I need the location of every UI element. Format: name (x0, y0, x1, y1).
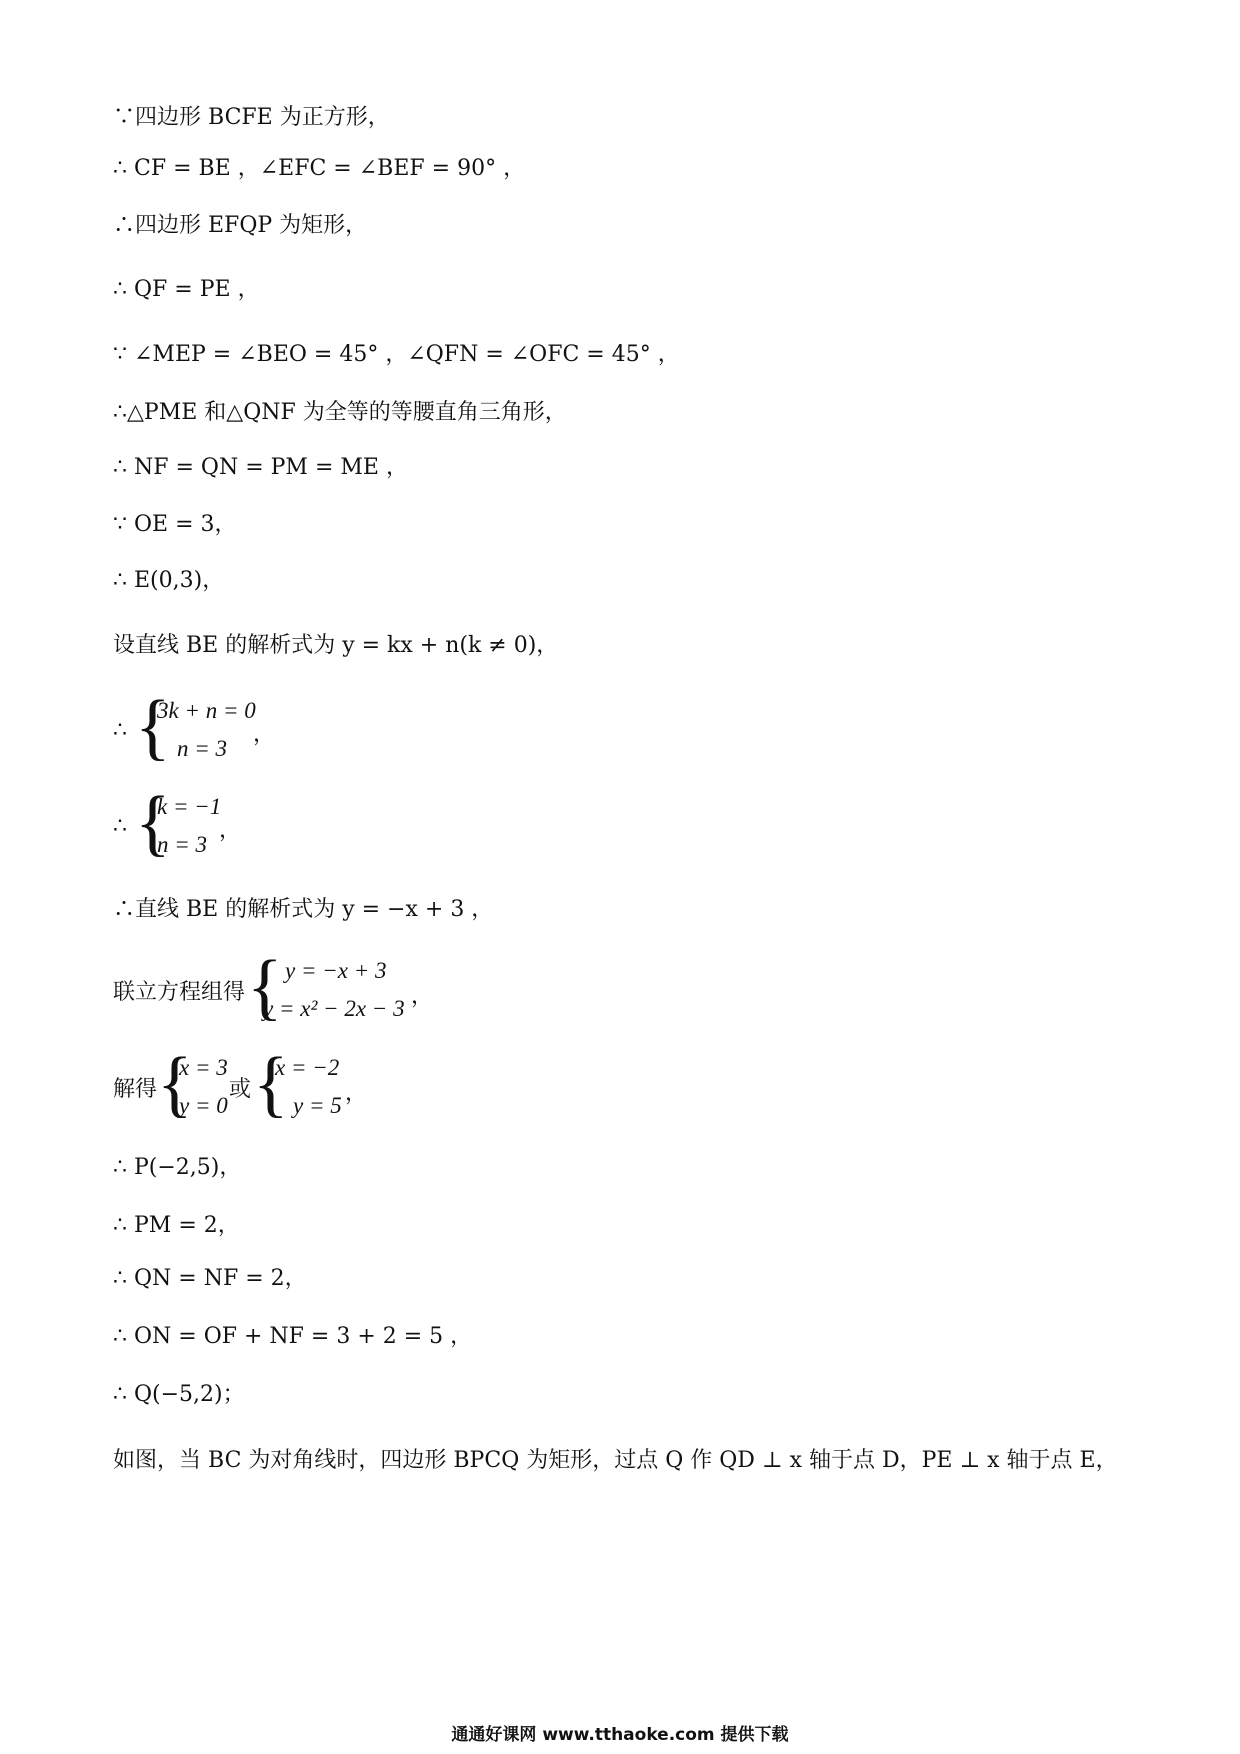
text-line: ∴ CF = BE ，∠EFC = ∠BEF = 90° ， (113, 156, 526, 181)
text-line: ∴直线 BE 的解析式为 y = −x + 3 ， (113, 897, 494, 922)
system-row: y = −x + 3 (285, 958, 387, 983)
system-row: x = 3 (179, 1055, 228, 1080)
system-suffix: ， (411, 984, 434, 1009)
system-prefix: 解得 (113, 1077, 158, 1102)
left-brace-icon: { (247, 946, 283, 1028)
system-or: 或 (229, 1077, 252, 1102)
text-line: ∴ QF = PE ， (113, 277, 260, 302)
text-line: ∴ PM = 2， (113, 1213, 240, 1238)
system-row: n = 3 (157, 832, 208, 857)
text-line: 如图，当 BC 为对角线时，四边形 BPCQ 为矩形，过点 Q 作 QD ⊥ x 轴于点 D，PE ⊥ x 轴于点 E， (113, 1448, 1118, 1473)
text-line: ∴ ON = OF + NF = 3 + 2 = 5 ， (113, 1324, 473, 1349)
text-line: ∵ ∠MEP = ∠BEO = 45° ，∠QFN = ∠OFC = 45° ， (113, 342, 680, 367)
left-brace-icon: { (135, 782, 171, 864)
system-row: y = 5 (293, 1093, 342, 1118)
page-footer: 通通好课网 www.tthaoke.com 提供下载 (451, 1725, 789, 1745)
text-line: ∴△PME 和△QNF 为全等的等腰直角三角形， (113, 400, 567, 425)
system-row: y = x² − 2x − 3 (263, 996, 405, 1021)
text-line: ∴ E(0,3)， (113, 568, 225, 593)
equation-system (113, 782, 373, 864)
left-brace-icon: { (253, 1043, 289, 1125)
text-line: ∴ QN = NF = 2， (113, 1266, 307, 1291)
system-row: y = 0 (179, 1093, 228, 1118)
equation-system (113, 1043, 493, 1125)
system-suffix: ， (219, 818, 242, 843)
system-suffix: ， (253, 722, 276, 747)
text-line: ∵ OE = 3， (113, 512, 237, 537)
system-row: x = −2 (275, 1055, 340, 1080)
text-line: 设直线 BE 的解析式为 y = kx + n(k ≠ 0)， (113, 633, 559, 658)
equation-system (113, 946, 473, 1028)
system-prefix: ∴ (113, 814, 127, 839)
system-row: 3k + n = 0 (157, 698, 256, 723)
system-row: n = 3 (177, 736, 228, 761)
system-prefix: 联立方程组得 (113, 980, 246, 1005)
system-prefix: ∴ (113, 718, 127, 743)
text-line: ∴ Q(−5,2)； (113, 1382, 245, 1407)
text-line: ∵四边形 BCFE 为正方形， (113, 105, 390, 130)
left-brace-icon: { (157, 1043, 193, 1125)
equation-system (113, 686, 373, 768)
text-line: ∴ P(−2,5)， (113, 1155, 242, 1180)
system-suffix: ， (345, 1081, 368, 1106)
left-brace-icon: { (135, 686, 171, 768)
text-line: ∴四边形 EFQP 为矩形， (113, 213, 368, 238)
system-row: k = −1 (157, 794, 222, 819)
text-line: ∴ NF = QN = PM = ME ， (113, 455, 408, 480)
